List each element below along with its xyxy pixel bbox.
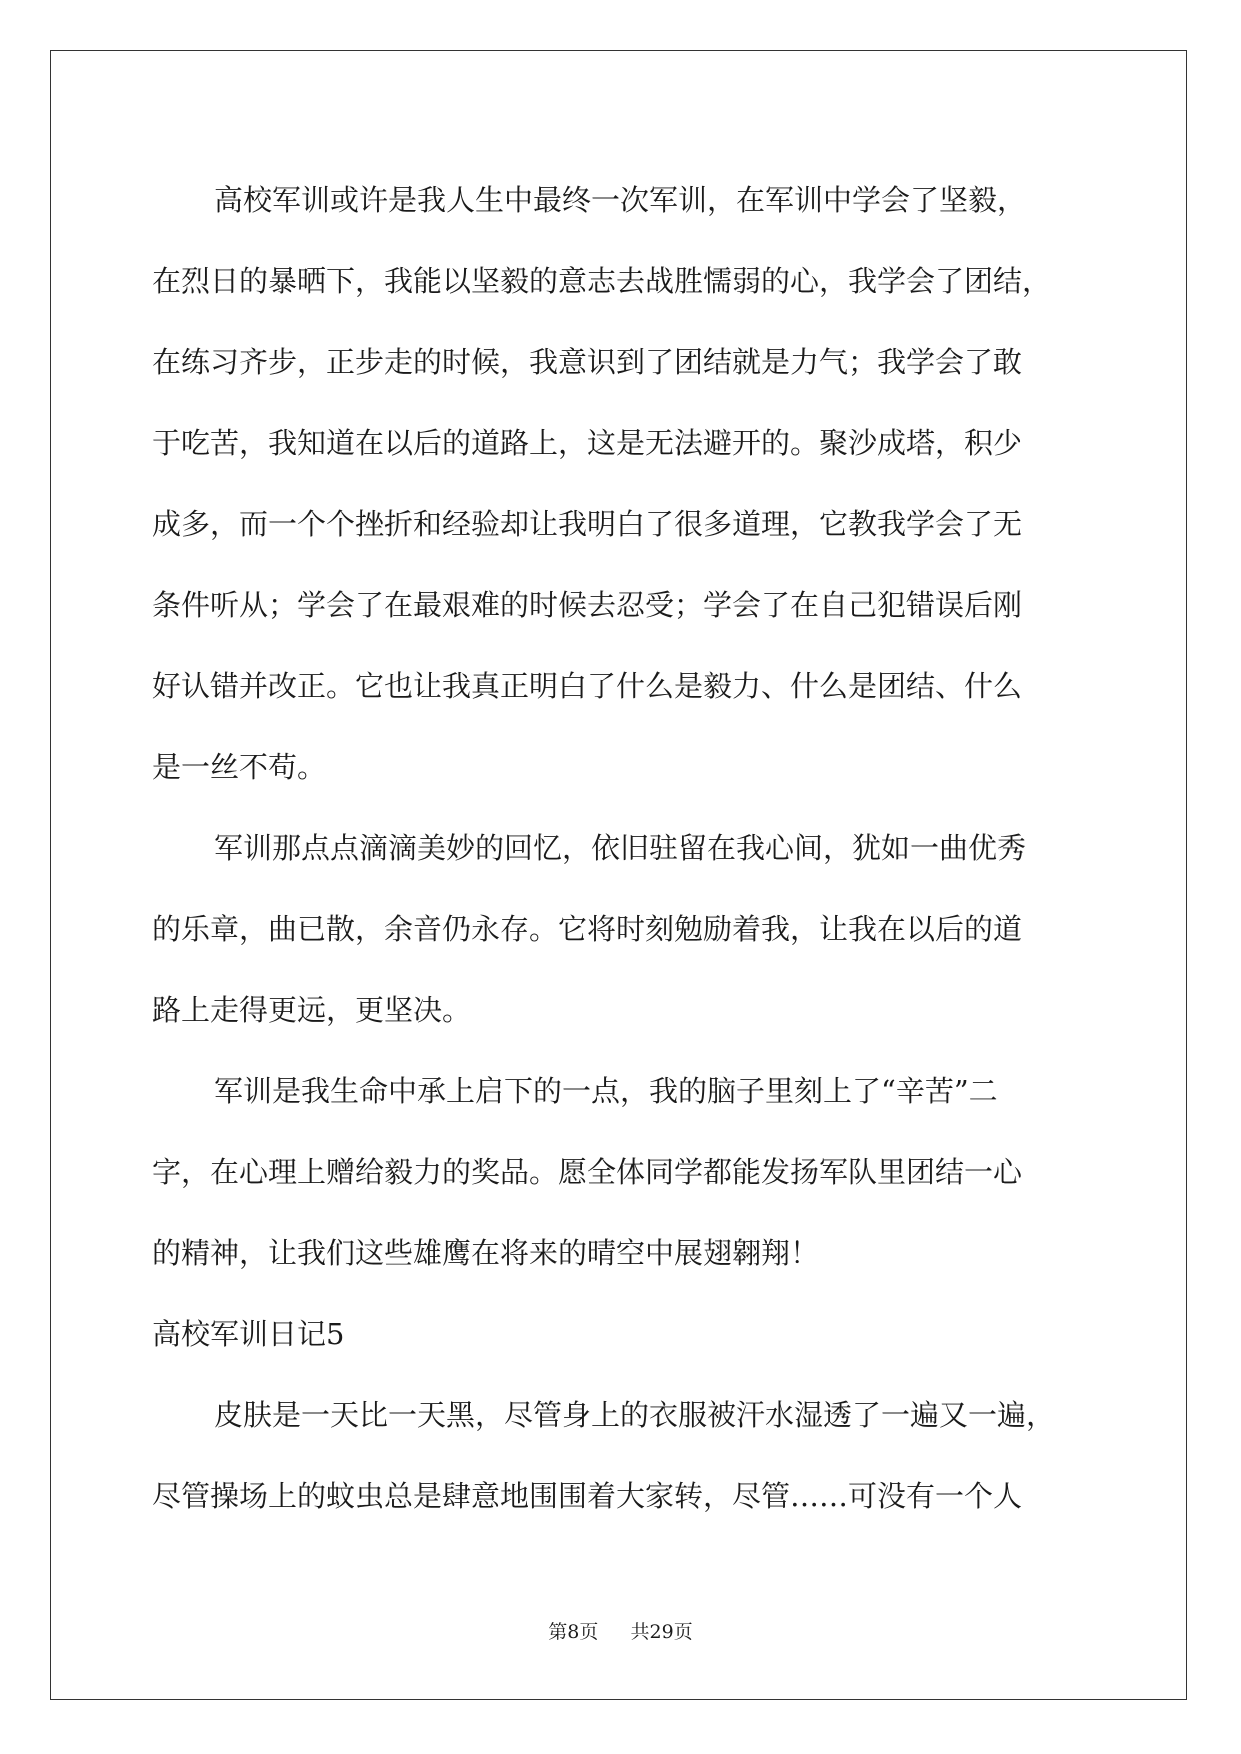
body-line: 的精神，让我们这些雄鹰在将来的晴空中展翅翱翔！ — [152, 1236, 820, 1270]
body-line: 成多，而一个个挫折和经验却让我明白了很多道理，它教我学会了无 — [152, 507, 1023, 541]
body-line: 字，在心理上赠给毅力的奖品。愿全体同学都能发扬军队里团结一心 — [152, 1155, 1023, 1189]
body-line: 路上走得更远，更坚决。 — [152, 993, 472, 1027]
body-line: 军训那点点滴滴美妙的回忆，依旧驻留在我心间，犹如一曲优秀 — [214, 831, 1027, 865]
body-line: 是一丝不苟。 — [152, 750, 327, 784]
body-line: 好认错并改正。它也让我真正明白了什么是毅力、什么是团结、什么 — [152, 669, 1023, 703]
body-line: 条件听从；学会了在最艰难的时候去忍受；学会了在自己犯错误后刚 — [152, 588, 1023, 622]
body-line: 在烈日的暴晒下，我能以坚毅的意志去战胜懦弱的心，我学会了团结， — [152, 264, 1052, 298]
body-line: 在练习齐步，正步走的时候，我意识到了团结就是力气；我学会了敢 — [152, 345, 1023, 379]
body-line: 军训是我生命中承上启下的一点，我的脑子里刻上了“辛苦”二 — [214, 1074, 998, 1108]
section-heading: 高校军训日记5 — [152, 1317, 345, 1351]
page-number: 第8页 — [548, 1621, 599, 1643]
body-line: 皮肤是一天比一天黑，尽管身上的衣服被汗水湿透了一遍又一遍， — [214, 1398, 1056, 1432]
body-line: 高校军训或许是我人生中最终一次军训，在军训中学会了坚毅， — [214, 183, 1027, 217]
page-footer — [0, 1617, 1241, 1644]
document-body — [152, 160, 1092, 1537]
body-line: 于吃苦，我知道在以后的道路上，这是无法避开的。聚沙成塔，积少 — [152, 426, 1023, 460]
page-total: 共29页 — [630, 1621, 693, 1643]
body-line: 尽管操场上的蚊虫总是肆意地围围着大家转，尽管……可没有一个人 — [152, 1479, 1023, 1513]
body-line: 的乐章，曲已散，余音仍永存。它将时刻勉励着我，让我在以后的道 — [152, 912, 1023, 946]
